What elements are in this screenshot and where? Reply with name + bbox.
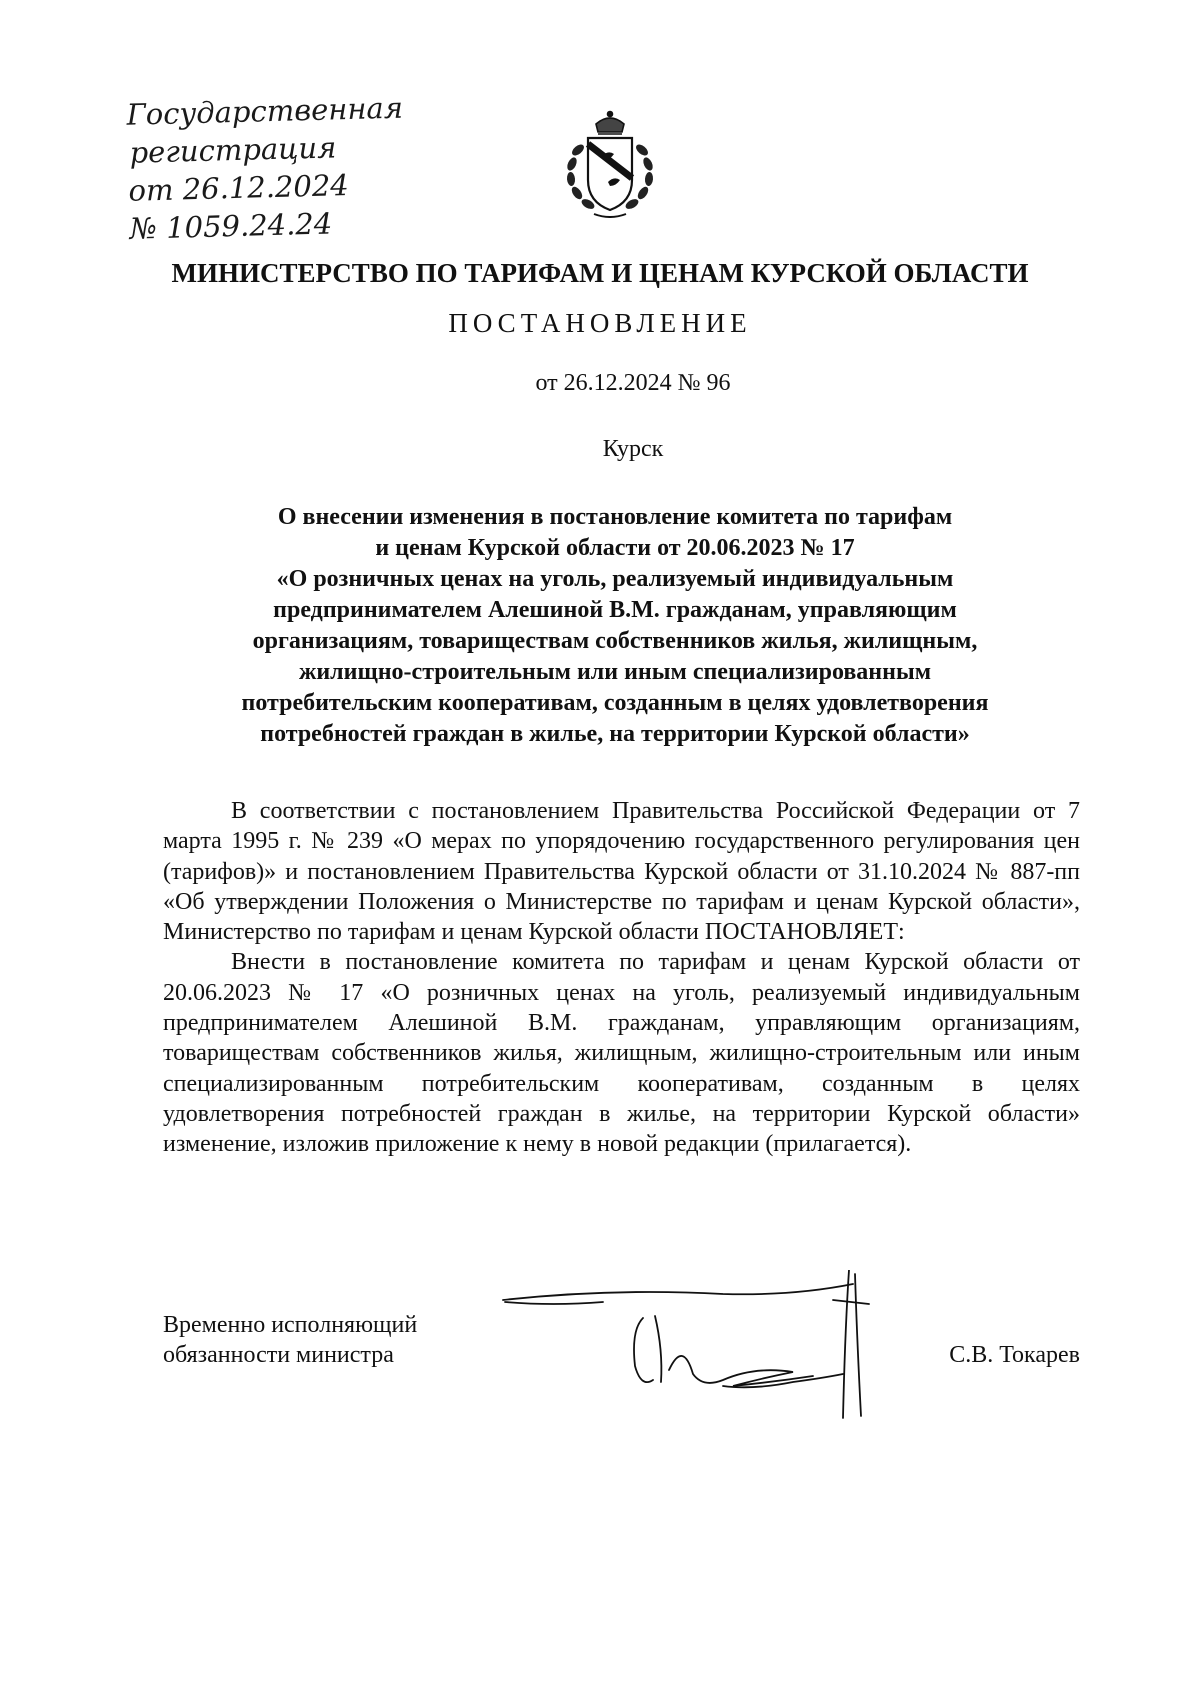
title-line: жилищно-строительным или иным специализированным [298,659,932,685]
signer-name: С.В. Токарев [949,1342,1080,1368]
body-paragraph-preamble: В соответствии с постановлением Правительства Российской Федерации от 7 марта 1995 г. № 239 «О мерах по упорядочению государственного регулирования цен (тарифов)» и постановлением Правительства Курской области от 31.10.2024 № 887-пп «Об утверждении Положения о Министерстве по тарифам и ценам Курской области», Министерство по тарифам и ценам Курской области ПОСТАНОВЛЯЕТ: [163,798,1080,946]
title-line: «О розничных ценах на уголь, реализуемый индивидуальным [276,566,954,592]
title-line: и ценам Курской области от 20.06.2023 № 17 [375,535,855,561]
title-line: потребностей граждан в жилье, на территории Курской области» [260,721,970,747]
title-line: О внесении изменения в постановление комитета по тарифам [277,504,953,530]
signer-position [163,1310,417,1370]
registration-handwritten-note [126,88,420,248]
coat-of-arms-icon [550,110,670,218]
decree-city: Курск [602,436,664,462]
decree-title [150,502,1080,750]
document-type: ПОСТАНОВЛЕНИЕ [448,308,752,338]
ministry-heading: МИНИСТЕРСТВО ПО ТАРИФАМ И ЦЕНАМ КУРСКОЙ ОБЛАСТИ [171,258,1029,288]
title-line: организациям, товариществам собственников жилья, жилищным, [252,628,978,654]
registration-note-line-1: Государственная [126,90,404,132]
title-line: потребительским кооперативам, созданным в целях удовлетворения [241,690,989,716]
decree-date-number: от 26.12.2024 № 96 [535,370,731,396]
registration-note-line-2: регистрация [129,130,337,170]
decree-body [163,796,1080,1160]
handwritten-signature-icon [493,1270,913,1420]
signer-position-line-1: Временно исполняющий [163,1312,418,1338]
body-paragraph-resolution: Внести в постановление комитета по тарифам и ценам Курской области от 20.06.2023 № 17 «О розничных ценах на уголь, реализуемый индивидуальным предпринимателем Алешиной В.М. гражданам, управляющим организациям, товариществам собственников жилья, жилищным, жилищно-строительным или иным специализированным потребительским кооперативам, созданным в целях удовлетворения потребностей граждан в жилье, на территории Курской области» изменение, изложив приложение к нему в новой редакции (прилагается). [163,949,1080,1158]
signature-block [163,1310,1080,1400]
registration-note-line-4: № 1059.24.24 [129,206,333,246]
title-line: предпринимателем Алешиной В.М. гражданам, управляющим [273,597,957,623]
registration-note-line-3: от 26.12.2024 [128,168,350,208]
signer-position-line-2: обязанности министра [163,1342,394,1368]
